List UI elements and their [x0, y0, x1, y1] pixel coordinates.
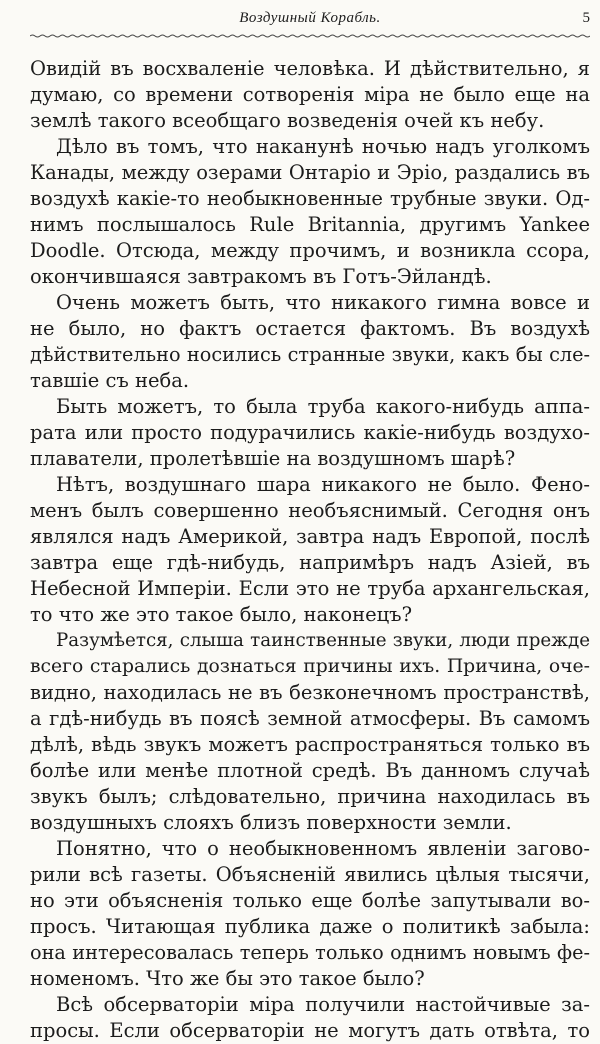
page-number: 5 [582, 10, 590, 26]
text-line: Быть можетъ, то была труба какого-нибудь аппа- [56, 395, 590, 418]
text-line: Понятно, что о необыкновенномъ явленіи загово- [56, 837, 590, 860]
text-line: то что же это такое было, наконецъ? [30, 603, 413, 626]
text-line: Нѣтъ, воздушнаго шара никакого не было. Фено- [56, 473, 590, 496]
text-line: видно, находилась не въ безконечномъ пространствѣ, [30, 681, 590, 704]
text-line: она интересовалась теперь только однимъ новымъ фе- [30, 941, 590, 964]
paragraph [30, 992, 590, 1044]
page-header [30, 6, 590, 36]
text-line: но эти объясненія только еще болѣе запутывали во- [30, 889, 590, 912]
body-text [30, 56, 590, 1044]
paragraph [30, 628, 590, 836]
paragraph [30, 290, 590, 394]
text-line: завтра еще гдѣ-нибудь, напримѣръ надъ Азіей, въ [30, 551, 590, 574]
text-line: Doodle. Отсюда, между прочимъ, и возникла ссора, [30, 239, 590, 262]
paragraph [30, 836, 590, 992]
text-line: думаю, со времени сотворенія міра не было еще на [30, 83, 590, 106]
text-line: являлся надъ Америкой, завтра надъ Европой, послѣ [30, 525, 590, 548]
text-line: болѣе или менѣе плотной средѣ. Въ данномъ случаѣ [30, 759, 590, 782]
text-line: плаватели, пролетѣвшіе на воздушномъ шарѣ? [30, 447, 516, 470]
running-title: Воздушный Корабль. [239, 10, 381, 26]
text-line: дѣлѣ, вѣдь звукъ можетъ распространяться только въ [30, 733, 590, 756]
text-line: звукъ былъ; слѣдовательно, причина находилась въ [30, 785, 590, 808]
text-line: воздухѣ какіе-то необыкновенные трубные звуки. Од- [30, 187, 590, 210]
paragraph [30, 56, 590, 134]
text-line: Разумѣется, слыша таинственные звуки, люди прежде [56, 630, 590, 651]
paragraph [30, 394, 590, 472]
text-line: Овидій въ восхваленіе человѣка. И дѣйствительно, я [30, 57, 590, 80]
text-line: Небесной Имперіи. Если это не труба архангельская, [30, 577, 590, 600]
text-line: Канады, между озерами Онтаріо и Эріо, раздались въ [30, 161, 590, 184]
text-line: Дѣло въ томъ, что наканунѣ ночью надъ уголкомъ [56, 135, 590, 158]
paragraph [30, 472, 590, 628]
text-line: не было, но фактъ остается фактомъ. Въ воздухѣ [30, 317, 590, 340]
text-line: менъ былъ совершенно необъяснимый. Сегодня онъ [30, 499, 590, 522]
text-line: Всѣ обсерваторіи міра получили настойчивые за- [56, 993, 590, 1016]
text-line: а гдѣ-нибудь въ поясѣ земной атмосферы. Въ самомъ [30, 707, 590, 730]
paragraph [30, 134, 590, 290]
text-line: тавшіе съ неба. [30, 369, 190, 392]
text-line: Очень можетъ быть, что никакого гимна вовсе и [56, 291, 590, 314]
text-line: воздушныхъ слояхъ близъ поверхности земли. [30, 811, 512, 834]
text-line: просы. Если обсерваторіи не могутъ дать отвѣта, то [30, 1019, 590, 1042]
text-line: рили всѣ газеты. Объясненій явились цѣлыя тысячи, [30, 863, 590, 886]
text-line: землѣ такого всеобщаго возведенія очей къ небу. [30, 109, 545, 132]
text-line: просъ. Читающая публика даже о политикѣ забыла: [30, 915, 590, 938]
header-rule [30, 34, 590, 38]
text-line: всего старались дознаться причины ихъ. Причина, оче- [30, 656, 590, 677]
text-line: рата или просто подурачились какіе-нибудь воздухо- [30, 421, 590, 444]
text-line: нимъ послышалось Rule Britannia, другимъ Yankee [30, 213, 590, 236]
text-line: дѣйствительно носились странные звуки, какъ бы сле- [30, 343, 590, 366]
text-line: окончившаяся завтракомъ въ Готъ-Эйландѣ. [30, 265, 492, 288]
text-line: номеномъ. Что же бы это такое было? [30, 967, 425, 990]
